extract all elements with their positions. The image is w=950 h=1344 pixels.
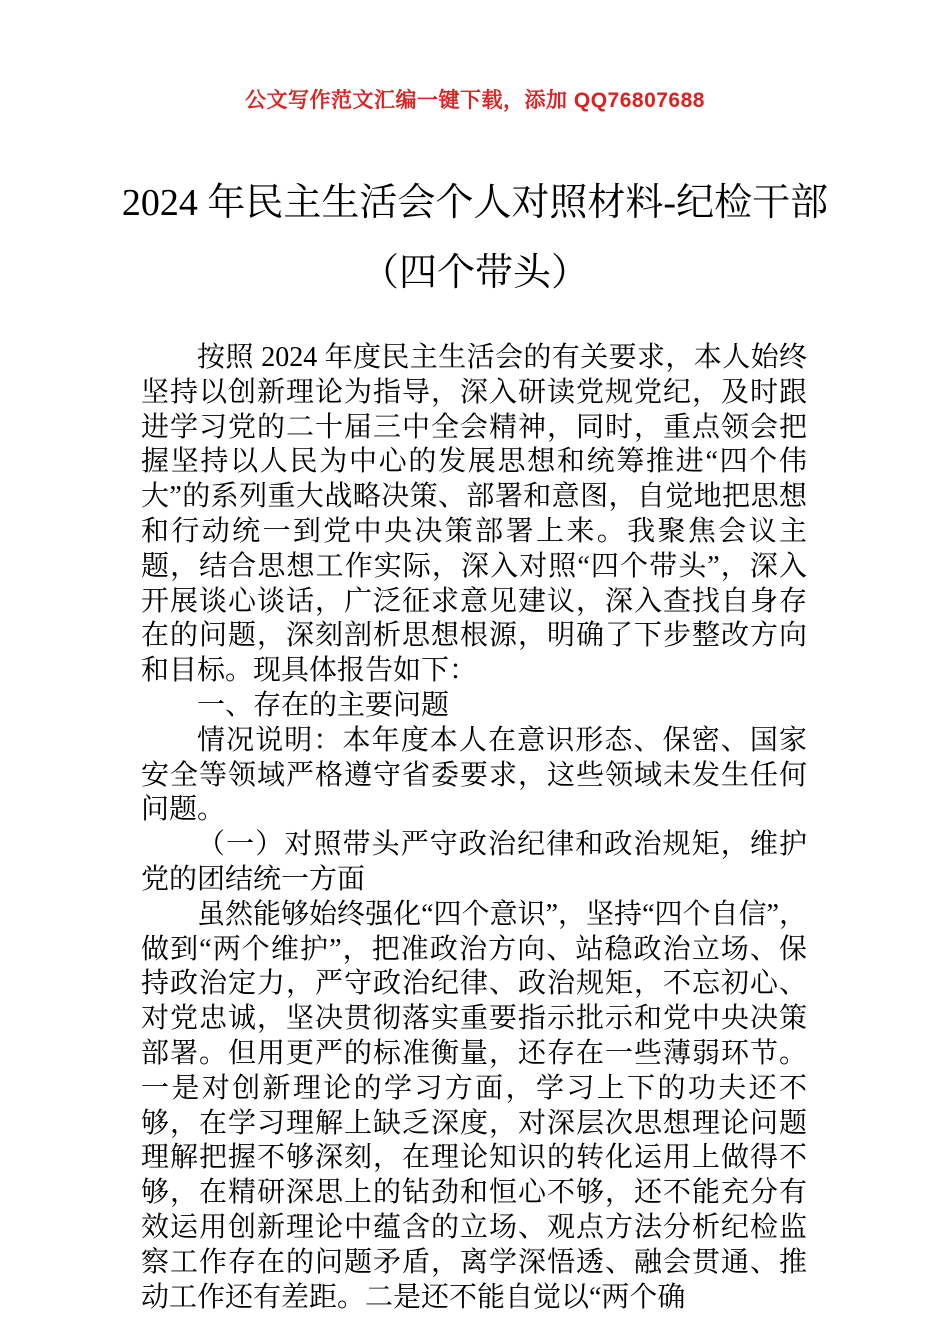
paragraph-3: 情况说明：本年度本人在意识形态、保密、国家安全等领域严格遵守省委要求，这些领域未发生任何问题。 bbox=[141, 724, 807, 826]
paragraph-5: 虽然能够始终强化“四个意识”，坚持“四个自信”，做到“两个维护”，把准政治方向、站稳政治立场、保持政治定力，严守政治纪律、政治规矩，不忘初心、对党忠诚，坚决贯彻落实重要指示批示和党中央决策部署。但用更严的标准衡量，还存在一些薄弱环节。一是对创新理论的学习方面，学习上下的功夫还不够，在学习理解上缺乏深度，对深层次思想理论问题理解把握不够深刻，在理论知识的转化运用上做得不够，在精研深思上的钻劲和恒心不够，还不能充分有效运用创新理论中蕴含的立场、观点方法分析纪检监察工作存在的问题矛盾，离学深悟透、融会贯通、推动工作还有差距。二是还不能自觉以“两个确 bbox=[141, 898, 807, 1313]
promo-banner: 公文写作范文汇编一键下载，添加 QQ76807688 bbox=[245, 89, 705, 112]
title-line-2: （四个带头） bbox=[360, 252, 589, 294]
document-body bbox=[141, 341, 807, 1315]
paragraph-2-heading: 一、存在的主要问题 bbox=[197, 689, 450, 721]
document-title bbox=[0, 168, 950, 308]
paragraph-1: 按照 2024 年度民主生活会的有关要求，本人始终坚持以创新理论为指导，深入研读党规党纪，及时跟进学习党的二十届三中全会精神，同时，重点领会把握坚持以人民为中心的发展思想和统筹推进“四个伟大”的系列重大战略决策、部署和意图，自觉地把思想和行动统一到党中央决策部署上来。我聚焦会议主题，结合思想工作实际，深入对照“四个带头”，深入开展谈心谈话，广泛征求意见建议，深入查找自身存在的问题，深刻剖析思想根源，明确了下步整改方向和目标。现具体报告如下： bbox=[141, 342, 807, 687]
paragraph-4-subheading: （一）对照带头严守政治纪律和政治规矩，维护党的团结统一方面 bbox=[141, 829, 807, 895]
title-line-1: 2024 年民主生活会个人对照材料-纪检干部 bbox=[121, 182, 829, 224]
